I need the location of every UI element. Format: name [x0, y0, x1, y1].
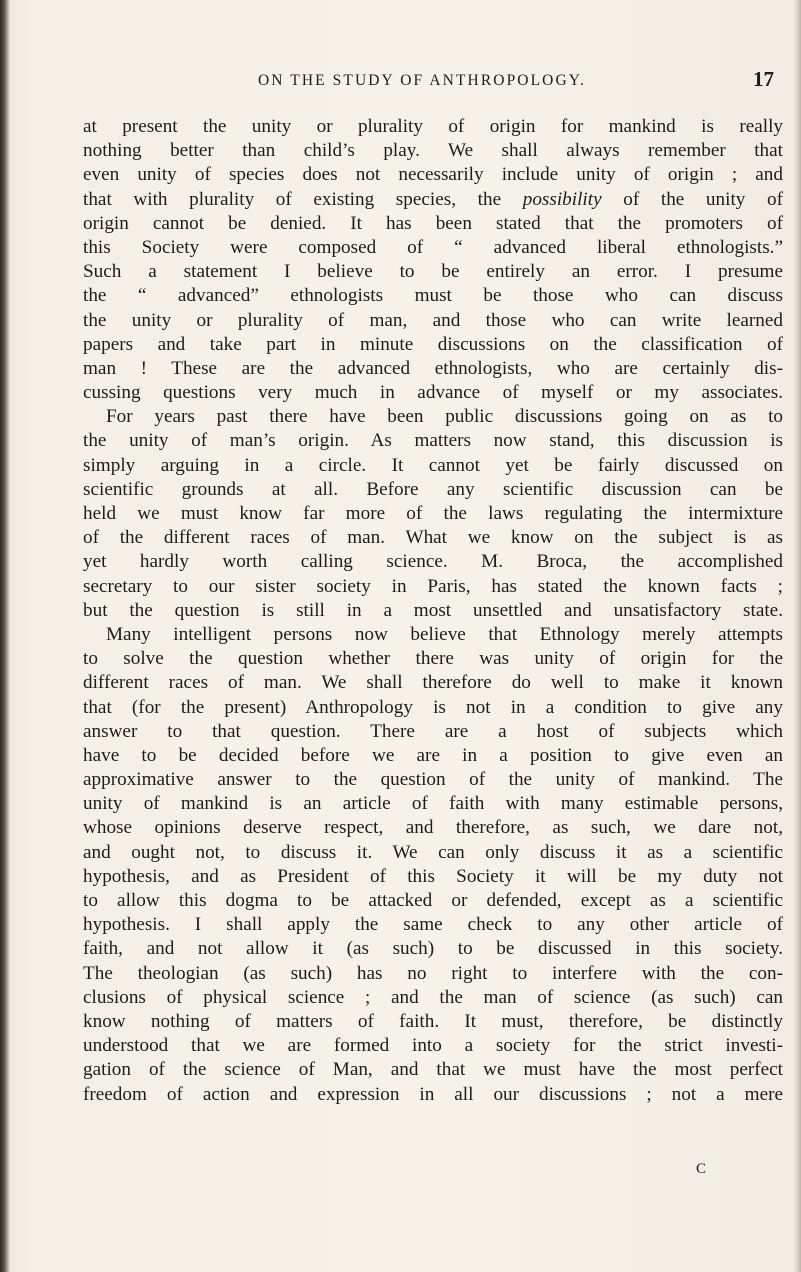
italic-word: possibility	[522, 188, 602, 210]
text-line: man ! These are the advanced ethnologists, who are certainly dis-	[83, 357, 783, 379]
text-line: faith, and not allow it (as such) to be discussed in this society.	[83, 938, 783, 960]
signature-mark: C	[696, 1161, 707, 1177]
text-line: to allow this dogma to be attacked or defended, except as a scientific	[83, 890, 783, 911]
text-line: cussing questions very much in advance of myself or my associates.	[83, 382, 783, 404]
text-line: origin cannot be denied. It has been stated that the promoters of	[83, 212, 783, 234]
text-line: but the question is still in a most unsettled and unsatisfactory state.	[83, 599, 783, 621]
text-line: that (for the present) Anthropology is not in a condition to give any	[83, 696, 783, 718]
text-line: secretary to our sister society in Paris, has stated the known facts ;	[83, 575, 783, 597]
text-line: of the different races of man. What we know on the subject is as	[83, 527, 783, 549]
text-line: gation of the science of Man, and that we must have the most perfect	[83, 1059, 783, 1081]
text-line: whose opinions deserve respect, and therefore, as such, we dare not,	[83, 817, 783, 839]
text-line: clusions of physical science ; and the man of science (as such) can	[83, 986, 783, 1008]
text-line: even unity of species does not necessarily include unity of origin ; and	[83, 164, 783, 186]
text-line: this Society were composed of “ advanced liberal ethnologists.”	[83, 236, 783, 258]
page-number: 17	[753, 67, 774, 91]
text-segment: that with plurality of existing species, the	[83, 188, 523, 210]
text-line: the unity of man’s origin. As matters now stand, this discussion is	[83, 430, 783, 452]
text-line: the “ advanced” ethnologists must be those who can discuss	[83, 285, 783, 307]
text-line: simply arguing in a circle. It cannot yet be fairly discussed on	[83, 454, 783, 476]
running-head: ON THE STUDY OF ANTHROPOLOGY.	[258, 72, 587, 89]
text-line: unity of mankind is an article of faith with many estimable persons,	[83, 793, 783, 815]
text-segment: of the unity of	[601, 188, 783, 210]
text-line: hypothesis, and as President of this Society it will be my duty not	[83, 865, 783, 887]
text-line: Such a statement I believe to be entirely an error. I presume	[83, 261, 783, 283]
text-line: at present the unity or plurality of origin for mankind is really	[83, 116, 783, 137]
text-line: scientific grounds at all. Before any scientific discussion can be	[83, 478, 783, 500]
text-line: to solve the question whether there was unity of origin for the	[83, 648, 783, 670]
text-line: approximative answer to the question of the unity of mankind. The	[83, 769, 783, 791]
text-line: held we must know far more of the laws regulating the intermixture	[83, 503, 783, 524]
body-text	[83, 115, 783, 1107]
text-line: The theologian (as such) has no right to interfere with the con-	[83, 962, 783, 984]
text-line: answer to that question. There are a host of subjects which	[83, 720, 783, 742]
text-line: hypothesis. I shall apply the same check to any other article of	[83, 914, 783, 936]
text-line: the unity or plurality of man, and those who can write learned	[83, 309, 783, 331]
text-line: and ought not, to discuss it. We can only discuss it as a scientific	[83, 841, 783, 863]
page-edge	[793, 0, 801, 1272]
text-line: For years past there have been public discussions going on as to	[106, 406, 783, 428]
text-line: Many intelligent persons now believe that Ethnology merely attempts	[106, 623, 783, 645]
text-line: know nothing of matters of faith. It must, therefore, be distinctly	[83, 1010, 783, 1032]
binding-edge	[0, 0, 10, 1272]
text-line: papers and take part in minute discussions on the classification of	[83, 333, 783, 355]
text-line: freedom of action and expression in all our discussions ; not a mere	[83, 1083, 783, 1105]
text-line: nothing better than child’s play. We shall always remember that	[83, 140, 783, 162]
text-line: have to be decided before we are in a position to give even an	[83, 744, 783, 766]
text-line	[83, 188, 783, 212]
text-line: yet hardly worth calling science. M. Broca, the accomplished	[83, 551, 783, 573]
text-line: understood that we are formed into a society for the strict investi-	[83, 1035, 783, 1057]
text-line: different races of man. We shall therefore do well to make it known	[83, 672, 783, 694]
